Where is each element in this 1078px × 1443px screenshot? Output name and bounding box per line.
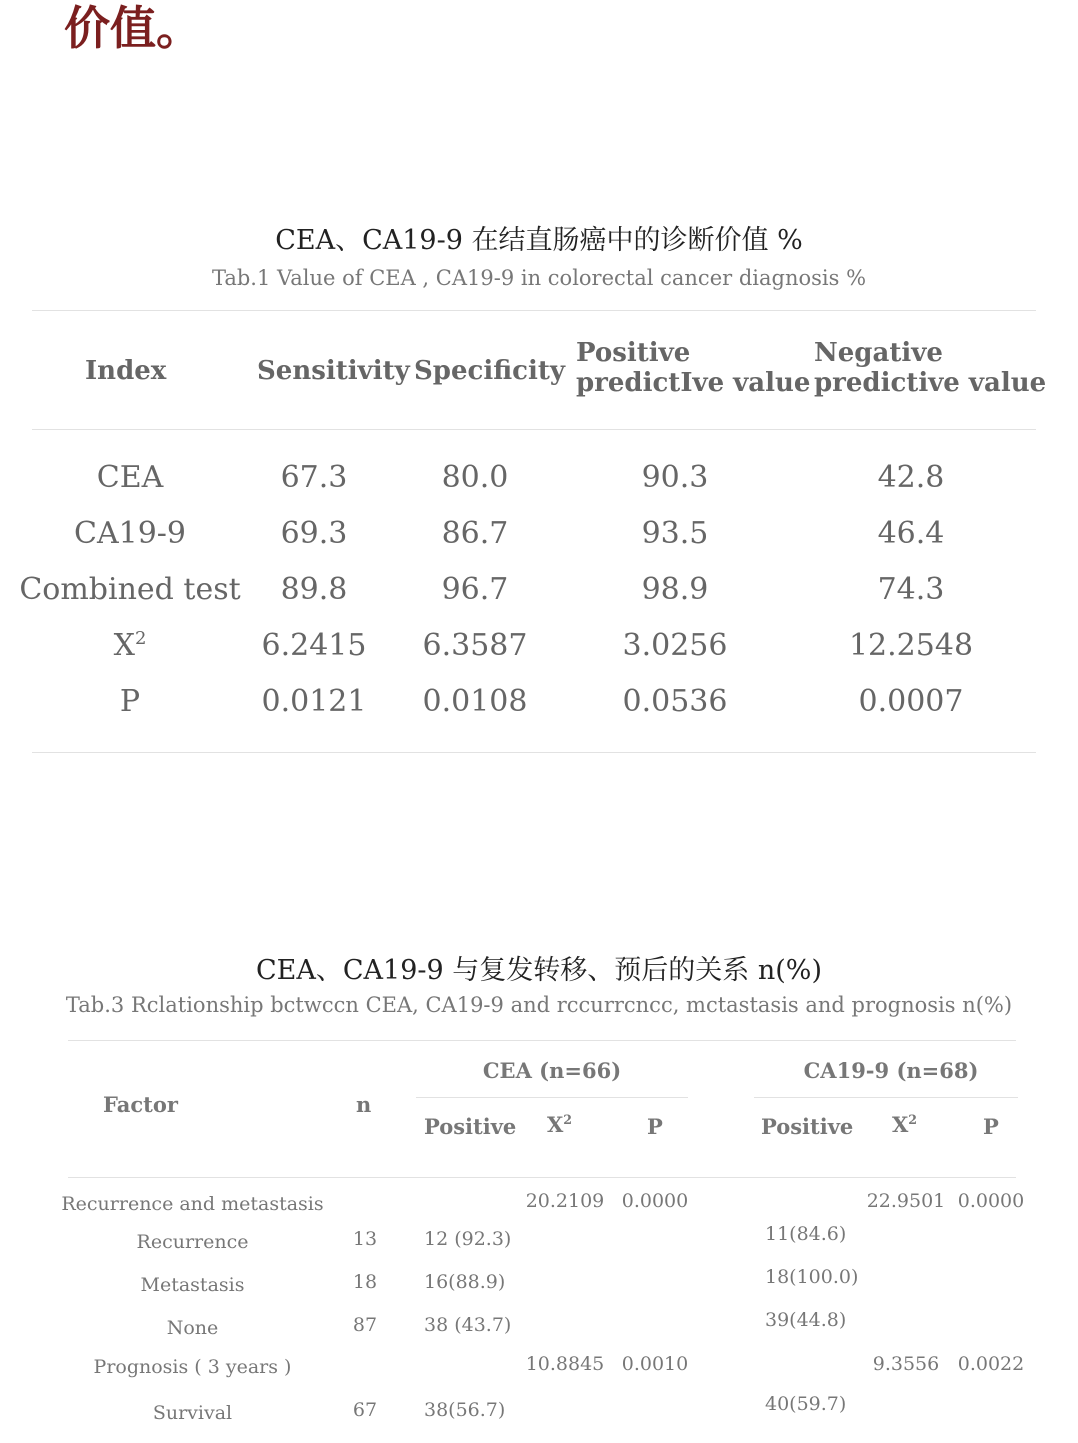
table3-header-ca-positive: Positive: [761, 1114, 854, 1139]
table3-header-ca-group: CA19-9 (n=68): [803, 1058, 979, 1083]
table3-ca-p-cell: 0.0022: [957, 1353, 1025, 1375]
table1-cell: 67.3: [280, 460, 348, 495]
table1-header-rule: [32, 429, 1036, 430]
table3-n-cell: 87: [352, 1314, 378, 1336]
table1-cell: 74.3: [877, 572, 945, 607]
table3-title-en: Tab.3 Rclationship bctwccn CEA, CA19-9 and rccurrcncc, mctastasis and prognosis n(%): [65, 993, 1013, 1017]
table1-cell: 69.3: [280, 516, 348, 551]
table1-cell: 90.3: [641, 460, 709, 495]
table1-header-npv-line2: predictive value: [814, 368, 1047, 398]
table1-header-specificity: Specificity: [414, 356, 565, 386]
table1-cell: 46.4: [877, 516, 945, 551]
table3-cea-x2-cell: 20.2109: [525, 1190, 605, 1212]
table1-row-label: Combined test: [19, 572, 241, 607]
table1-cell: 93.5: [641, 516, 709, 551]
table3-ca-x2-cell: 9.3556: [872, 1353, 940, 1375]
section-heading: 价值。: [64, 1, 202, 55]
table3-factor-cell: Survival: [152, 1402, 233, 1424]
table3-header-factor: Factor: [103, 1092, 178, 1117]
table3-ca-x2-cell: 22.9501: [866, 1190, 946, 1212]
table1-cell: 96.7: [441, 572, 509, 607]
table1-header-ppv-line1: Positive: [576, 338, 691, 368]
table1-cell: 6.2415: [261, 628, 367, 663]
table1-row-label: P: [119, 684, 141, 719]
table1-cell: 0.0121: [261, 684, 367, 719]
table3-n-cell: 67: [352, 1399, 378, 1421]
table1-cell: 6.3587: [422, 628, 528, 663]
table3-cea-positive-cell: 38(56.7): [424, 1399, 506, 1421]
table1-top-rule: [32, 310, 1036, 311]
table3-header-cea-p: P: [647, 1114, 663, 1139]
table3-header-n: n: [356, 1092, 372, 1117]
table3-title-cn: CEA、CA19-9 与复发转移、预后的关系 n(%): [256, 955, 822, 986]
table3-factor-cell: Recurrence and metastasis: [61, 1193, 324, 1215]
table1-cell: 42.8: [877, 460, 945, 495]
table3-ca-positive-cell: 40(59.7): [765, 1393, 847, 1415]
table1-header-sensitivity: Sensitivity: [257, 356, 410, 386]
table3-ca-p-cell: 0.0000: [957, 1190, 1025, 1212]
table3-factor-cell: Metastasis: [140, 1274, 245, 1296]
table1-cell: 0.0007: [858, 684, 964, 719]
table1-cell: 0.0108: [422, 684, 528, 719]
table1-header-index: Index: [85, 356, 167, 386]
table1-cell: 12.2548: [848, 628, 974, 663]
table1-header-npv-line1: Negative: [814, 338, 943, 368]
table3-header-cea-x2: $X^2$: [547, 1112, 573, 1137]
table1-title-cn: CEA、CA19-9 在结直肠癌中的诊断价值 %: [275, 225, 803, 256]
table3-header-rule: [68, 1177, 1016, 1178]
table1-row-label: $X^2$: [113, 628, 147, 663]
table1-bottom-rule: [32, 752, 1036, 753]
table3-factor-cell: Recurrence: [136, 1231, 249, 1253]
table1-cell: 0.0536: [622, 684, 728, 719]
table1-header-npv: [814, 338, 1046, 398]
table1-cell: 98.9: [641, 572, 709, 607]
table3-cea-positive-cell: 16(88.9): [424, 1271, 506, 1293]
table3-n-cell: 13: [352, 1228, 378, 1250]
table1-cell: 89.8: [280, 572, 348, 607]
table3-header-ca-p: P: [983, 1114, 999, 1139]
table3-cea-p-cell: 0.0010: [621, 1353, 689, 1375]
table3-cea-x2-cell: 10.8845: [525, 1353, 605, 1375]
table1-header-ppv: [576, 338, 810, 398]
table3-header-ca-x2: $X^2$: [892, 1112, 918, 1137]
table3-factor-cell: None: [166, 1317, 219, 1339]
table3-factor-cell: Prognosis ( 3 years ): [93, 1356, 292, 1378]
table3-cea-p-cell: 0.0000: [621, 1190, 689, 1212]
table1-cell: 86.7: [441, 516, 509, 551]
table3-ca-group-rule: [754, 1097, 1018, 1098]
table1-title-en: Tab.1 Value of CEA , CA19-9 in colorectal cancer diagnosis %: [211, 266, 867, 290]
table1-cell: 3.0256: [622, 628, 728, 663]
table3-cea-group-rule: [416, 1097, 688, 1098]
table1-header-ppv-line2: predictIve value: [576, 368, 811, 398]
table3-ca-positive-cell: 11(84.6): [765, 1223, 847, 1245]
table3-ca-positive-cell: 39(44.8): [765, 1309, 847, 1331]
table1-row-label: CA19-9: [73, 516, 187, 551]
table3-cea-positive-cell: 12 (92.3): [424, 1228, 512, 1250]
table1-cell: 80.0: [441, 460, 509, 495]
table3-cea-positive-cell: 38 (43.7): [424, 1314, 512, 1336]
table3-n-cell: 18: [352, 1271, 378, 1293]
table1-row-label: CEA: [96, 460, 164, 495]
table3-header-cea-positive: Positive: [424, 1114, 517, 1139]
table3-ca-positive-cell: 18(100.0): [765, 1266, 859, 1288]
table3-header-cea-group: CEA (n=66): [482, 1058, 622, 1083]
table3-top-rule: [68, 1040, 1016, 1041]
